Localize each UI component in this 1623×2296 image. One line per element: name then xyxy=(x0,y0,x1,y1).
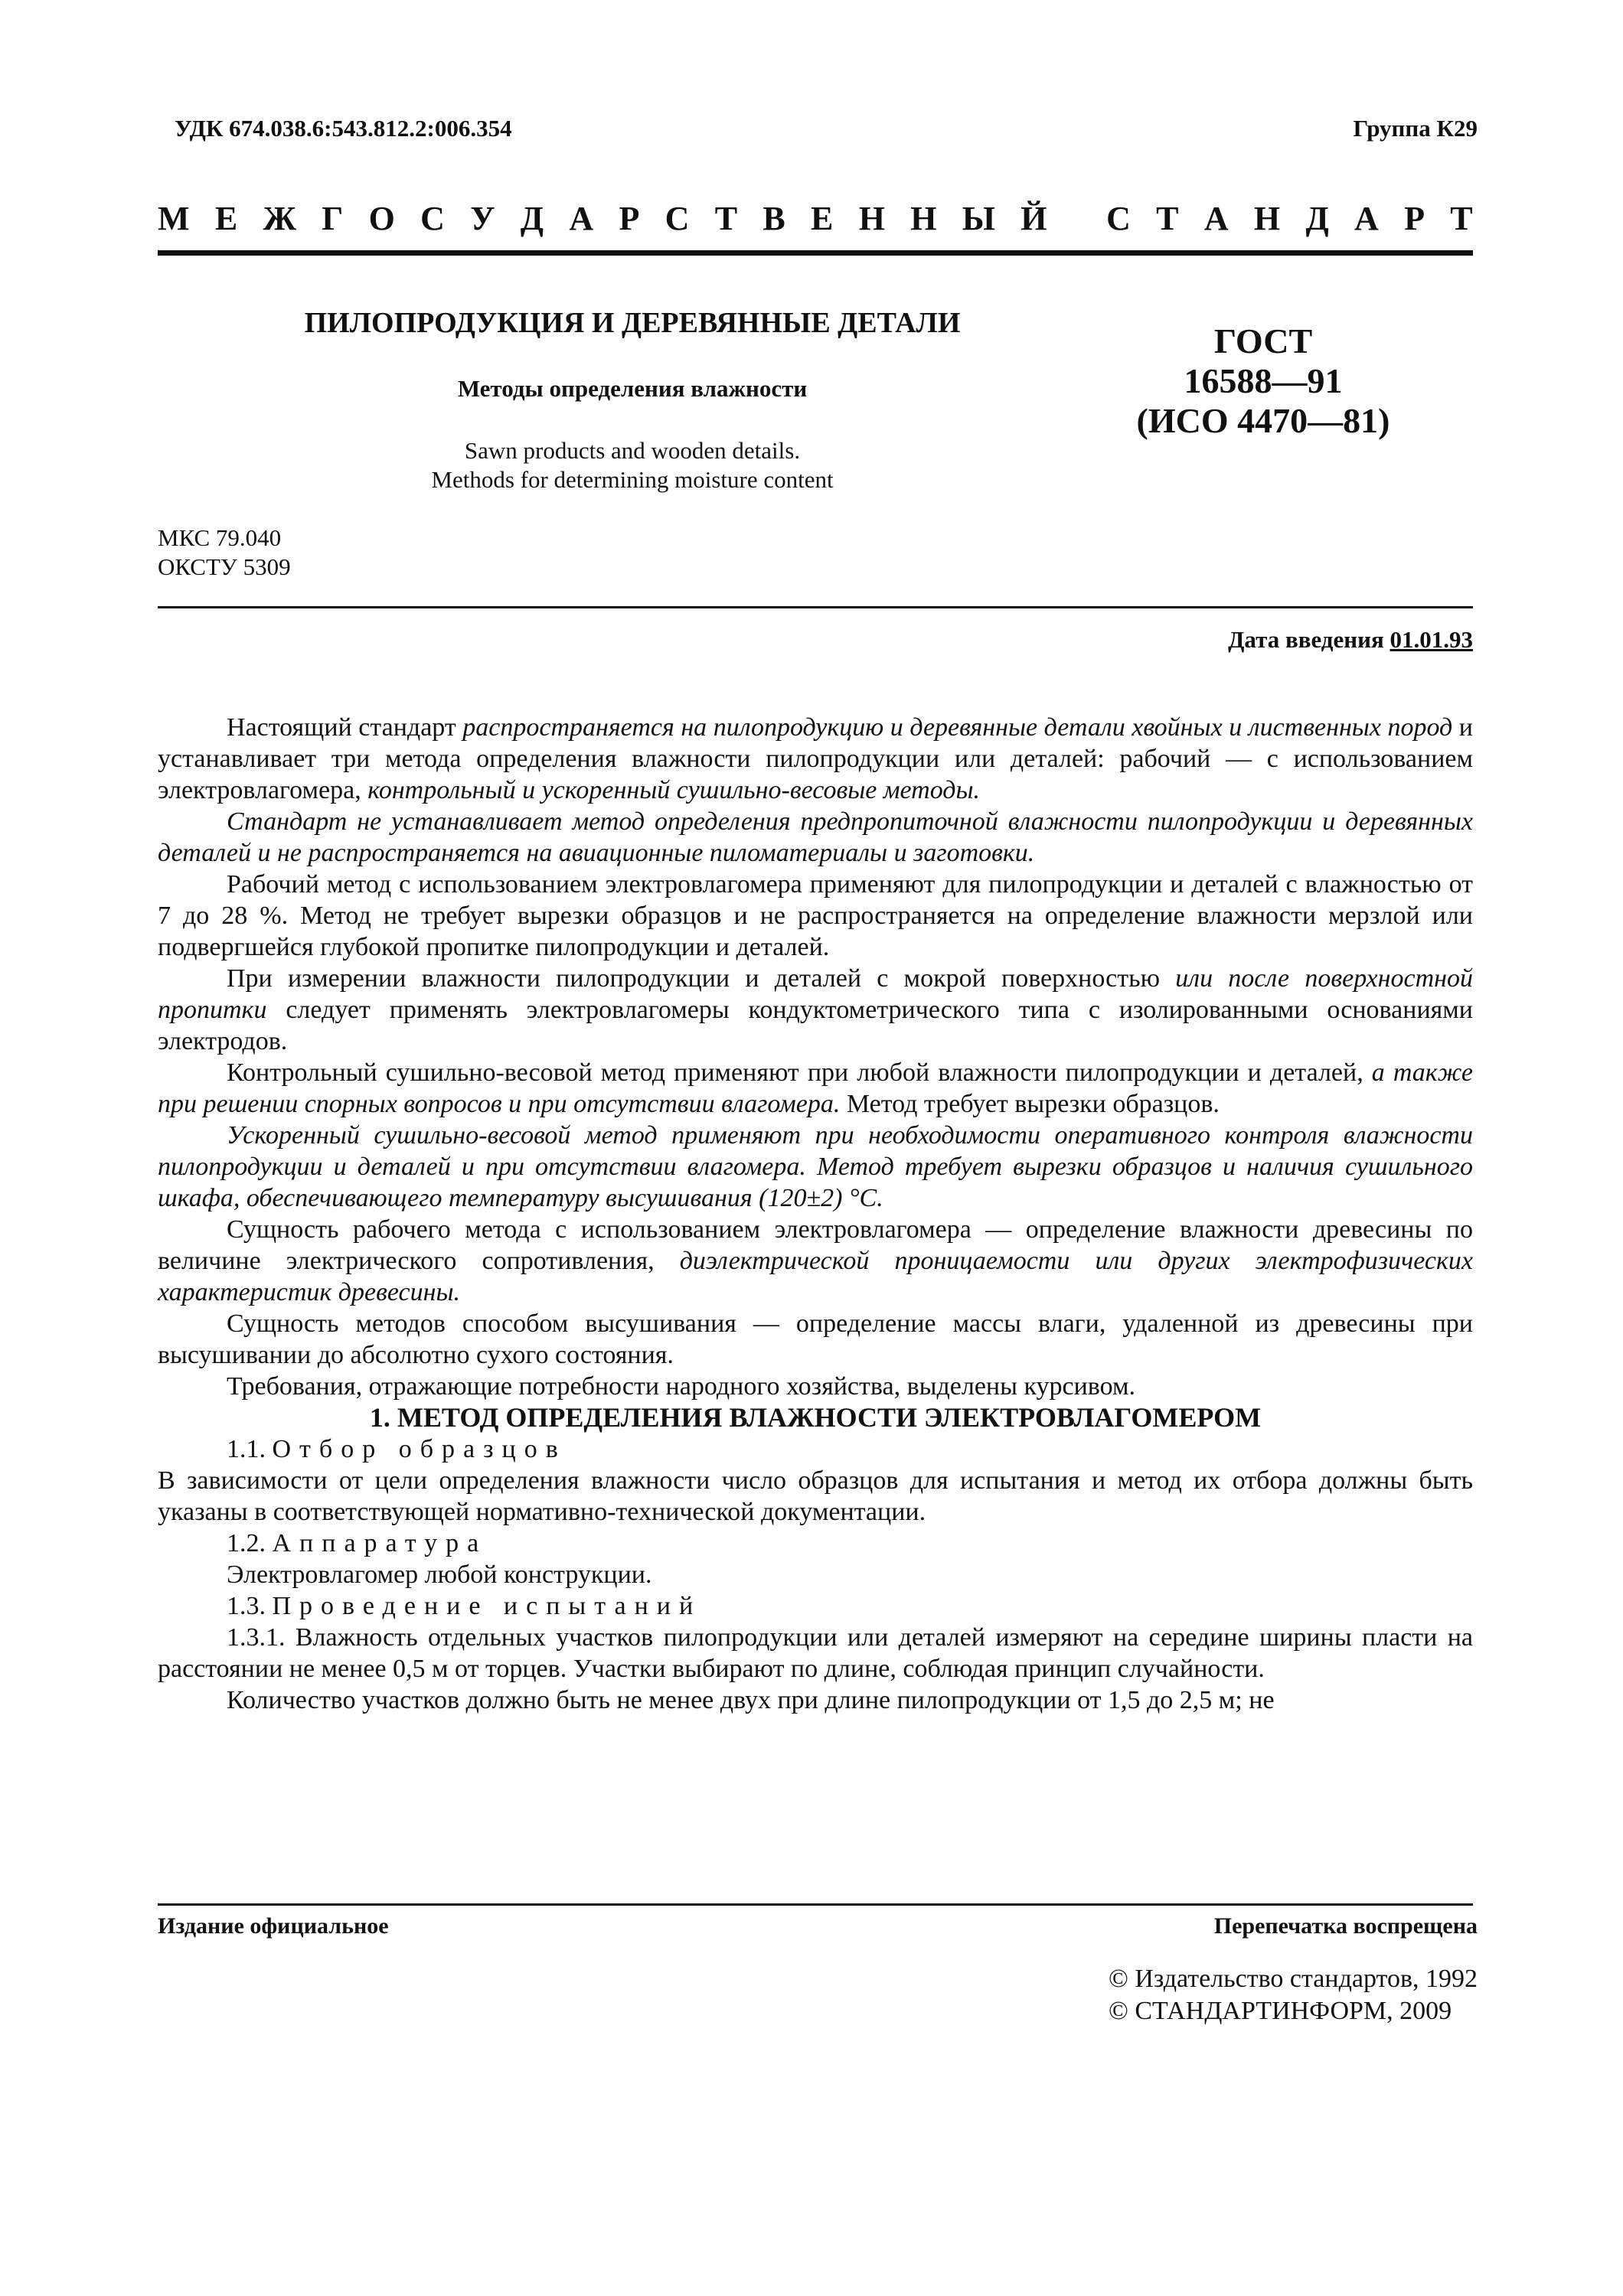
banner-letter: Д xyxy=(520,200,544,237)
english-title-line: Sawn products and wooden details. xyxy=(464,437,801,464)
text-run: Настоящий стандарт xyxy=(227,713,463,742)
document-subtitle: Методы определения влажности xyxy=(457,375,808,402)
banner-letter: Н xyxy=(858,200,885,237)
subsection-title: Отбор образцов xyxy=(272,1435,567,1463)
banner-letter: А xyxy=(1203,200,1229,237)
interstate-standard-banner xyxy=(158,199,1473,238)
banner-letter: А xyxy=(1354,200,1379,237)
text-run: и устанавливает три метода определения влажности пилопродукции или деталей: рабочий — с использованием электровлагомера, xyxy=(158,713,1473,804)
english-title xyxy=(158,436,1107,494)
italic-run: или после поверхностной пропитки xyxy=(158,964,1473,1024)
banner-letter: Т xyxy=(1450,200,1473,237)
okstu-code: ОКСТУ 5309 xyxy=(158,553,291,580)
banner-letter: С xyxy=(420,200,445,237)
text-run: Метод требует вырезки образцов. xyxy=(840,1090,1220,1118)
banner-letter: С xyxy=(1106,200,1131,237)
mks-code: МКС 79.040 xyxy=(158,524,282,551)
text-run: Контрольный сушильно-весовой метод применяют при любой влажности пилопродукции и деталей, xyxy=(227,1058,1372,1087)
subsection-heading xyxy=(158,1528,1473,1559)
group-code: Группа К29 xyxy=(1353,115,1478,142)
subsection-number: 1.2. xyxy=(227,1529,273,1557)
gost-number: 16588—91 xyxy=(1184,361,1343,400)
paragraph: Электровлагомер любой конструкции. xyxy=(227,1561,652,1589)
paragraph: В зависимости от цели определения влажности число образцов для испытания и метод их отбора должны быть указаны в соответствующей нормативно-технической документации. xyxy=(158,1466,1473,1526)
banner-letter: Е xyxy=(811,200,834,237)
banner-letter: Е xyxy=(214,200,238,237)
banner-letter: Д xyxy=(1305,200,1329,237)
date-label: Дата введения xyxy=(1228,626,1384,653)
text-run: При измерении влажности пилопродукции и деталей с мокрой поверхностью xyxy=(227,964,1176,993)
document-title: ПИЛОПРОДУКЦИЯ И ДЕРЕВЯННЫЕ ДЕТАЛИ xyxy=(304,307,961,339)
paragraph xyxy=(158,712,1473,806)
copyright-block xyxy=(1109,1963,1478,2027)
section-heading: 1. МЕТОД ОПРЕДЕЛЕНИЯ ВЛАЖНОСТИ ЭЛЕКТРОВЛАГОМЕРОМ xyxy=(369,1402,1262,1433)
banner-gap xyxy=(1073,199,1081,238)
subsection-heading xyxy=(158,1433,1473,1465)
banner-letter: Р xyxy=(619,200,640,237)
banner-letter: А xyxy=(569,200,594,237)
paragraph xyxy=(158,1120,1473,1214)
paragraph xyxy=(158,806,1473,869)
banner-letter: Ы xyxy=(962,200,995,237)
banner-letter: Р xyxy=(1404,200,1425,237)
italic-run: распространяется на пилопродукцию и деревянные детали хвойных и лиственных пород xyxy=(462,713,1453,742)
italic-run: Ускоренный сушильно-весовой метод применяют при необходимости оперативного контроля влажности пилопродукции и деталей и при отсутствии влагомера. Метод требует вырезки образцов и наличия сушильного шкафа, обеспечивающего температуру высушивания (120±2) °С. xyxy=(158,1121,1473,1212)
paragraph: Сущность методов способом высушивания — определение массы влаги, удаленной из древесины при высушивании до абсолютно сухого состояния. xyxy=(158,1309,1473,1369)
gost-designation xyxy=(1018,321,1508,441)
document-body xyxy=(158,712,1473,1716)
text-run: Сущность рабочего метода с использованием электровлагомера — определение влажности древесины по величине электрического сопротивления, xyxy=(158,1215,1473,1275)
subsection-heading xyxy=(158,1590,1473,1622)
official-edition-note: Издание официальное xyxy=(158,1913,389,1939)
banner-letter: Т xyxy=(714,200,738,237)
paragraph xyxy=(158,1214,1473,1308)
title-divider xyxy=(158,606,1473,608)
banner-letter: О xyxy=(368,200,395,237)
paragraph: 1.3.1. Влажность отдельных участков пилопродукции или деталей измеряют на середине ширины пласти на расстоянии не менее 0,5 м от торцев. Участки выбирают по длине, соблюдая принцип случайности. xyxy=(158,1623,1473,1683)
subsection-number: 1.1. xyxy=(227,1435,273,1463)
date-value: 01.01.93 xyxy=(1390,626,1473,653)
subsection-title: Аппаратура xyxy=(272,1529,488,1557)
banner-letter: Й xyxy=(1020,200,1047,237)
udk-code: УДК 674.038.6:543.812.2:006.354 xyxy=(175,115,512,142)
italic-run: диэлектрической проницаемости или других электрофизических характеристик древесины. xyxy=(158,1247,1473,1306)
copyright-line: © Издательство стандартов, 1992 xyxy=(1109,1965,1478,1993)
copyright-line: © СТАНДАРТИНФОРМ, 2009 xyxy=(1109,1997,1452,2025)
italic-run: а также при решении спорных вопросов и при отсутствии влагомера. xyxy=(158,1058,1473,1118)
banner-letter: В xyxy=(763,200,785,237)
banner-letter: У xyxy=(470,200,495,237)
banner-letter: Г xyxy=(322,200,344,237)
reprint-prohibited-note: Перепечатка воспрещена xyxy=(1213,1913,1478,1939)
footer-divider xyxy=(158,1903,1473,1906)
title-block xyxy=(158,306,1107,494)
introduction-date xyxy=(1228,626,1473,654)
italic-run: контрольный и ускоренный сушильно-весовые методы. xyxy=(367,776,981,804)
classification-codes xyxy=(158,523,291,582)
banner-letter: М xyxy=(158,200,190,237)
text-run: следует применять электровлагомеры кондуктометрического типа с изолированными основаниями электродов. xyxy=(158,996,1473,1055)
italic-run: Стандарт не устанавливает метод определения предпропиточной влажности пилопродукции и деревянных деталей и не распространяется на авиационные пиломатериалы и заготовки. xyxy=(158,807,1473,867)
english-title-line: Methods for determining moisture content xyxy=(431,466,834,493)
subsection-title: Проведение испытаний xyxy=(272,1592,702,1620)
paragraph: Рабочий метод с использованием электровлагомера применяют для пилопродукции и деталей с влажностью от 7 до 28 %. Метод не требует вырезки образцов и не распространяется на определение влажности мерзлой или подвергшейся глубокой пропитке пилопродукции и деталей. xyxy=(158,870,1473,961)
header-divider xyxy=(158,250,1473,256)
paragraph xyxy=(158,1057,1473,1120)
iso-number: (ИСО 4470—81) xyxy=(1136,401,1390,440)
subsection-number: 1.3. xyxy=(227,1592,273,1620)
paragraph: Количество участков должно быть не менее двух при длине пилопродукции от 1,5 до 2,5 м; не xyxy=(227,1686,1275,1714)
banner-letter: Т xyxy=(1156,200,1179,237)
paragraph xyxy=(158,963,1473,1057)
paragraph: Требования, отражающие потребности народного хозяйства, выделены курсивом. xyxy=(227,1372,1135,1401)
banner-letter: С xyxy=(665,200,690,237)
banner-letter: Ж xyxy=(263,200,296,237)
gost-label: ГОСТ xyxy=(1213,321,1313,360)
banner-letter: Н xyxy=(1253,200,1281,237)
banner-letter: Н xyxy=(910,200,937,237)
